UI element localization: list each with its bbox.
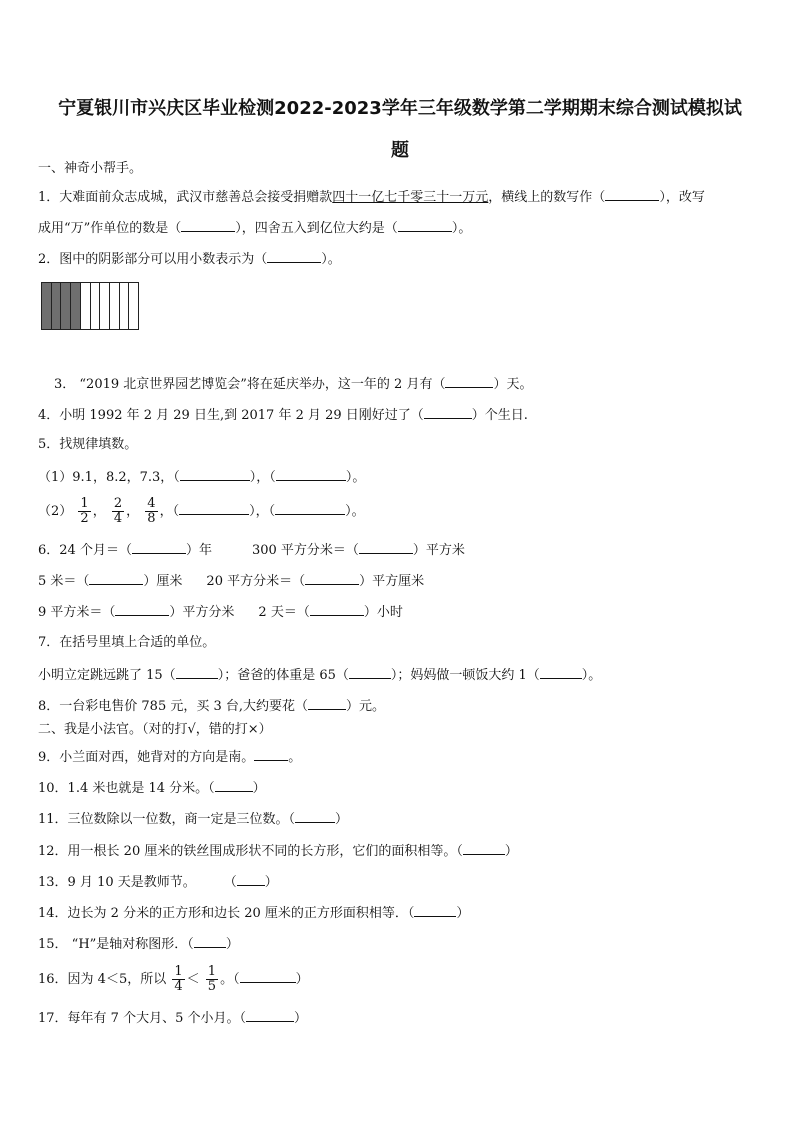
- question-3: 3． “2019 北京世界园艺博览会”将在延庆举办，这一年的 2 月有（ ）天。: [54, 373, 532, 395]
- fraction: $\frac{2}{4}$: [113, 496, 123, 526]
- title-line-2: 题: [391, 140, 409, 161]
- answer-blank[interactable]: [463, 840, 505, 855]
- answer-blank[interactable]: [267, 248, 321, 263]
- question-11: 11．三位数除以一位数，商一定是三位数。（ ）: [38, 808, 348, 830]
- answer-blank[interactable]: [605, 186, 659, 201]
- fraction: $\frac{4}{8}$: [147, 496, 156, 526]
- answer-blank[interactable]: [540, 664, 582, 679]
- question-1-line-1: 1．大难面前众志成城，武汉市慈善总会接受捐赠款四十一亿七千零三十一万元，横线上的数写作（ ），改写: [38, 186, 705, 208]
- answer-blank[interactable]: [359, 539, 413, 554]
- question-6-row-3: 9 平方米＝（ ）平方分米 2 天＝（ ）小时: [38, 601, 403, 623]
- empty-bar: [120, 283, 130, 329]
- answer-blank[interactable]: [275, 500, 345, 515]
- empty-bar: [81, 283, 91, 329]
- answer-blank[interactable]: [398, 217, 452, 232]
- answer-blank[interactable]: [295, 808, 335, 823]
- question-5-title: 5．找规律填数。: [38, 437, 138, 452]
- answer-blank[interactable]: [237, 871, 265, 886]
- fraction: $\frac{1}{5}$: [207, 964, 217, 994]
- question-12: 12．用一根长 20 厘米的铁丝围成形状不同的长方形，它们的面积相等。（ ）: [38, 840, 518, 862]
- question-13: 13．9 月 10 天是教师节。 （ ）: [38, 871, 278, 893]
- answer-blank[interactable]: [349, 664, 391, 679]
- fraction: $\frac{1}{4}$: [174, 964, 183, 994]
- question-15: 15． “H”是轴对称图形．（ ）: [38, 933, 239, 955]
- answer-blank[interactable]: [115, 601, 169, 616]
- answer-blank[interactable]: [305, 570, 359, 585]
- shaded-bar: [61, 283, 71, 329]
- answer-blank[interactable]: [132, 539, 186, 554]
- question-10: 10．1.4 米也就是 14 分米。（ ）: [38, 777, 266, 799]
- answer-blank[interactable]: [414, 902, 456, 917]
- fraction: $\frac{1}{2}$: [80, 496, 89, 526]
- answer-blank[interactable]: [445, 373, 493, 388]
- question-6-row-1: 6．24 个月＝（ ）年 300 平方分米＝（ ）平方米: [38, 539, 465, 561]
- question-5-part-1: （1）9.1，8.2，7.3，（ ），（ ）。: [38, 466, 365, 488]
- empty-bar: [129, 283, 138, 329]
- empty-bar: [100, 283, 110, 329]
- answer-blank[interactable]: [240, 968, 296, 983]
- answer-blank[interactable]: [89, 570, 143, 585]
- underlined-number: 四十一亿七千零三十一万元: [332, 190, 489, 205]
- answer-blank[interactable]: [180, 466, 250, 481]
- answer-blank[interactable]: [194, 933, 226, 948]
- empty-bar: [91, 283, 101, 329]
- answer-blank[interactable]: [308, 695, 346, 710]
- question-8: 8．一台彩电售价 785 元，买 3 台,大约要花（ ）元。: [38, 695, 385, 717]
- question-4: 4．小明 1992 年 2 月 29 日生,到 2017 年 2 月 29 日刚好过了（ ）个生日.: [38, 404, 528, 426]
- question-7-body: 小明立定跳远跳了 15（ ）；爸爸的体重是 65（ ）；妈妈做一顿饭大约 1（ ）。: [38, 664, 601, 686]
- answer-blank[interactable]: [246, 1007, 294, 1022]
- shaded-bar: [42, 283, 52, 329]
- question-6-row-2: 5 米＝（ ）厘米 20 平方分米＝（ ）平方厘米: [38, 570, 424, 592]
- question-17: 17．每年有 7 个大月、5 个小月。（ ）: [38, 1007, 307, 1029]
- question-9: 9．小兰面对西，她背对的方向是南。 。: [38, 746, 301, 768]
- question-14: 14．边长为 2 分米的正方形和边长 20 厘米的正方形面积相等．（ ）: [38, 902, 469, 924]
- shaded-bar-figure: [41, 282, 139, 330]
- answer-blank[interactable]: [215, 777, 253, 792]
- answer-blank[interactable]: [276, 466, 346, 481]
- answer-blank[interactable]: [310, 601, 364, 616]
- document-title: [40, 88, 760, 172]
- question-5-part-2: （2） $\frac{1}{2}$ ， $\frac{2}{4}$ ， $\frac{4}{8}$ ，（ ），（ ）。: [38, 496, 365, 526]
- shaded-bar: [71, 283, 81, 329]
- answer-blank[interactable]: [254, 746, 288, 761]
- answer-blank[interactable]: [424, 404, 472, 419]
- shaded-bar: [52, 283, 62, 329]
- answer-blank[interactable]: [181, 217, 235, 232]
- section-1-heading: 一、神奇小帮手。: [38, 161, 143, 176]
- title-line-1: 宁夏银川市兴庆区毕业检测2022-2023学年三年级数学第二学期期末综合测试模拟试: [58, 98, 742, 119]
- answer-blank[interactable]: [176, 664, 218, 679]
- question-16: 16．因为 4＜5，所以 $\frac{1}{4}$ ＜ $\frac{1}{5}$ 。（ ）: [38, 964, 309, 994]
- empty-bar: [110, 283, 120, 329]
- section-2-heading: 二、我是小法官。（对的打√，错的打×）: [38, 722, 272, 737]
- answer-blank[interactable]: [179, 500, 249, 515]
- question-1-line-2: 成用“万”作单位的数是（ ），四舍五入到亿位大约是（ ）。: [38, 217, 471, 239]
- question-2: 2．图中的阴影部分可以用小数表示为（ ）。: [38, 248, 341, 270]
- question-7-title: 7．在括号里填上合适的单位。: [38, 635, 216, 650]
